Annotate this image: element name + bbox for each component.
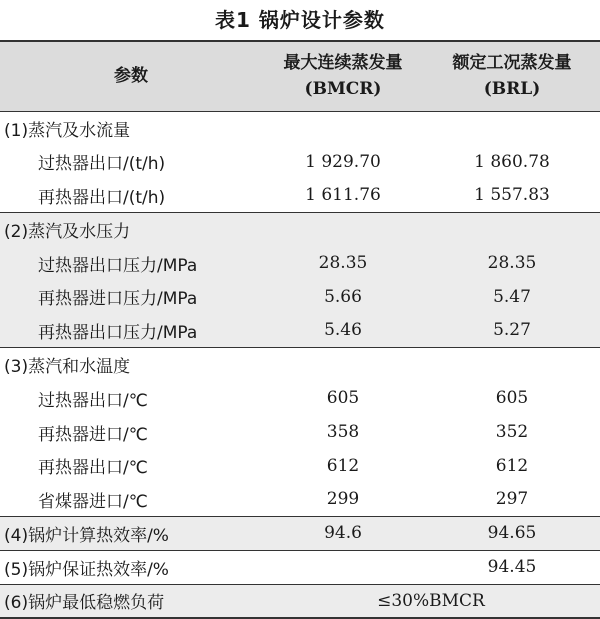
table-row xyxy=(0,280,600,314)
table-row xyxy=(0,483,600,517)
table-row xyxy=(0,348,600,382)
section-label: (3)蒸汽和水温度 xyxy=(0,348,600,382)
table-row xyxy=(0,314,600,348)
cell-bmcr: 1 611.76 xyxy=(305,185,381,206)
header-brl-line1: 额定工况蒸发量 xyxy=(452,53,572,74)
cell-bmcr: 5.66 xyxy=(262,280,424,314)
row-label: 再热器进口/℃ xyxy=(38,424,148,445)
row-label: (4)锅炉计算热效率/% xyxy=(0,517,262,551)
cell-bmcr xyxy=(262,550,424,584)
cell-brl: 605 xyxy=(495,388,529,409)
row-label: 过热器出口压力/MPa xyxy=(0,246,262,280)
table-row xyxy=(0,145,600,179)
row-label: (5)锅炉保证热效率/% xyxy=(0,550,262,584)
cell-brl: 5.27 xyxy=(424,314,600,348)
cell-bmcr: 299 xyxy=(326,489,360,510)
table-row xyxy=(0,212,600,246)
row-label: 过热器出口/(t/h) xyxy=(38,154,166,175)
section-label: (1)蒸汽及水流量 xyxy=(4,120,131,141)
header-bmcr-line2: (BMCR) xyxy=(304,79,382,100)
header-brl xyxy=(424,41,600,111)
row-label: 省煤器进口/℃ xyxy=(38,491,148,512)
table-row xyxy=(0,415,600,449)
cell-bmcr: 605 xyxy=(326,388,360,409)
table-row xyxy=(0,550,600,584)
row-label: 再热器进口压力/MPa xyxy=(0,280,262,314)
cell-brl: 94.65 xyxy=(424,517,600,551)
row-label: 过热器出口/℃ xyxy=(38,390,148,411)
table-row xyxy=(0,246,600,280)
table-header xyxy=(0,41,600,111)
table-row xyxy=(0,179,600,213)
cell-brl: 5.47 xyxy=(424,280,600,314)
cell-bmcr: 1 929.70 xyxy=(305,151,381,172)
row-label: (6)锅炉最低稳燃负荷 xyxy=(0,584,262,618)
table-body xyxy=(0,111,600,618)
cell-merged: ≤30%BMCR xyxy=(262,584,600,618)
cell-brl: 612 xyxy=(495,455,529,476)
cell-bmcr: 28.35 xyxy=(262,246,424,280)
row-label: 再热器出口压力/MPa xyxy=(0,314,262,348)
table-row xyxy=(0,111,600,145)
table-row xyxy=(0,517,600,551)
row-label: 再热器出口/℃ xyxy=(38,458,148,479)
table-row xyxy=(0,381,600,415)
table-row xyxy=(0,584,600,618)
cell-brl: 297 xyxy=(495,489,529,510)
cell-brl: 352 xyxy=(495,422,529,443)
cell-brl: 1 557.83 xyxy=(474,185,550,206)
cell-bmcr: 5.46 xyxy=(262,314,424,348)
cell-brl: 28.35 xyxy=(424,246,600,280)
cell-bmcr: 612 xyxy=(326,455,360,476)
row-label: 再热器出口/(t/h) xyxy=(38,187,166,208)
header-bmcr-line1: 最大连续蒸发量 xyxy=(283,53,403,74)
table-caption: 表1 锅炉设计参数 xyxy=(215,8,385,32)
header-bmcr xyxy=(262,41,424,111)
cell-brl: 94.45 xyxy=(424,550,600,584)
cell-bmcr: 358 xyxy=(326,422,360,443)
header-brl-line2: (BRL) xyxy=(483,79,541,100)
table-row xyxy=(0,449,600,483)
header-param: 参数 xyxy=(0,41,262,111)
boiler-parameters-table xyxy=(0,40,600,619)
cell-brl: 1 860.78 xyxy=(474,151,550,172)
section-label: (2)蒸汽及水压力 xyxy=(0,212,600,246)
cell-bmcr: 94.6 xyxy=(262,517,424,551)
